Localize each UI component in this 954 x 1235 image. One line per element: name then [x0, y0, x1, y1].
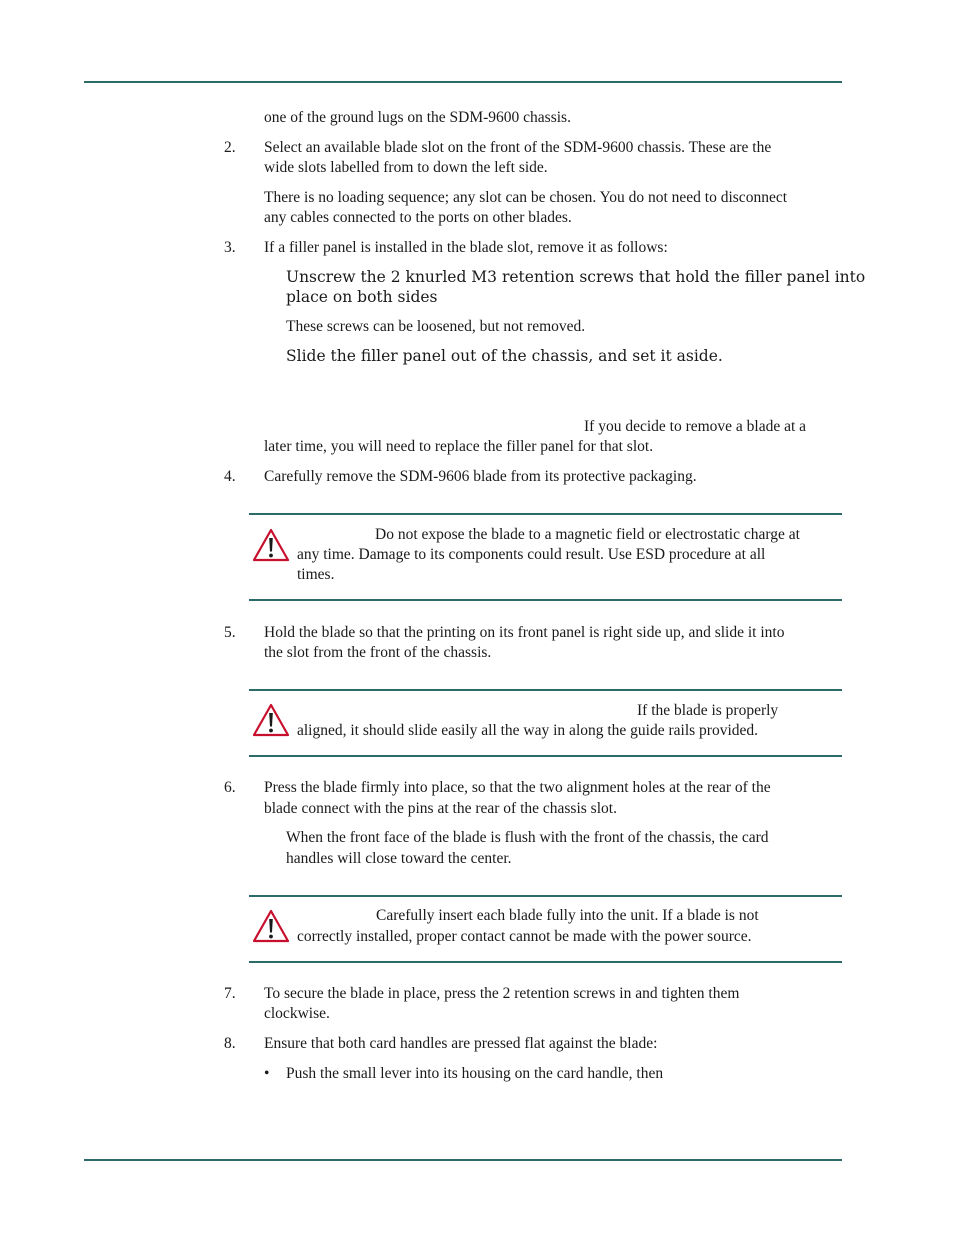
- step-number: 7.: [224, 985, 236, 1002]
- header-rule: [84, 81, 842, 83]
- caution-top-rule: [249, 895, 842, 897]
- caution-bottom-rule: [249, 961, 842, 963]
- caution-text: If the blade is properly: [637, 702, 779, 719]
- substep-text: Slide the filler panel out of the chassis, and set it aside.: [286, 347, 723, 365]
- substep-text: place on both sides: [286, 288, 438, 306]
- footer-rule: [84, 1159, 842, 1161]
- bullet-text: Push the small lever into its housing on the card handle, then: [286, 1065, 664, 1082]
- step-number: 4.: [224, 468, 236, 485]
- caution-text: any time. Damage to its components could result. Use ESD procedure at all: [297, 546, 766, 563]
- step-note: handles will close toward the center.: [286, 850, 512, 867]
- step-text: To secure the blade in place, press the 2 retention screws in and tighten them: [264, 985, 740, 1002]
- caution-top-rule: [249, 689, 842, 691]
- caution-text: Carefully insert each blade fully into the unit. If a blade is not: [376, 907, 759, 924]
- filler-note: later time, you will need to replace the filler panel for that slot.: [264, 438, 654, 455]
- step-text: Hold the blade so that the printing on its front panel is right side up, and slide it into: [264, 624, 785, 641]
- substep-note: These screws can be loosened, but not removed.: [286, 318, 586, 335]
- warning-triangle-icon: [252, 703, 290, 737]
- step-text: wide slots labelled from to down the left side.: [264, 159, 548, 176]
- step-note: When the front face of the blade is flush with the front of the chassis, the card: [286, 829, 769, 846]
- step-text: Press the blade firmly into place, so that the two alignment holes at the rear of the: [264, 779, 771, 796]
- caution-text: Do not expose the blade to a magnetic field or electrostatic charge at: [375, 526, 800, 543]
- warning-triangle-icon: [252, 528, 290, 562]
- step-note: any cables connected to the ports on other blades.: [264, 209, 572, 226]
- step-number: 6.: [224, 779, 236, 796]
- step-text: the slot from the front of the chassis.: [264, 644, 492, 661]
- step-number: 3.: [224, 239, 236, 256]
- step-text: If a filler panel is installed in the blade slot, remove it as follows:: [264, 239, 668, 256]
- bullet-glyph: •: [264, 1065, 270, 1082]
- step-text: blade connect with the pins at the rear of the chassis slot.: [264, 800, 617, 817]
- step-text: Carefully remove the SDM-9606 blade from its protective packaging.: [264, 468, 697, 485]
- step-text: Ensure that both card handles are pressed flat against the blade:: [264, 1035, 658, 1052]
- caution-text: times.: [297, 566, 335, 583]
- step-text: clockwise.: [264, 1005, 330, 1022]
- step-text: Select an available blade slot on the front of the SDM-9600 chassis. These are the: [264, 139, 772, 156]
- step-note: There is no loading sequence; any slot can be chosen. You do not need to disconnect: [264, 189, 788, 206]
- step-number: 2.: [224, 139, 236, 156]
- caution-text: correctly installed, proper contact cannot be made with the power source.: [297, 928, 752, 945]
- caution-top-rule: [249, 513, 842, 515]
- caution-bottom-rule: [249, 755, 842, 757]
- continuation-text: one of the ground lugs on the SDM-9600 chassis.: [264, 109, 571, 126]
- warning-triangle-icon: [252, 909, 290, 943]
- step-number: 5.: [224, 624, 236, 641]
- step-number: 8.: [224, 1035, 236, 1052]
- caution-text: aligned, it should slide easily all the way in along the guide rails provided.: [297, 722, 759, 739]
- filler-note: If you decide to remove a blade at a: [584, 418, 807, 435]
- substep-text: Unscrew the 2 knurled M3 retention screws that hold the filler panel into: [286, 268, 866, 286]
- caution-bottom-rule: [249, 599, 842, 601]
